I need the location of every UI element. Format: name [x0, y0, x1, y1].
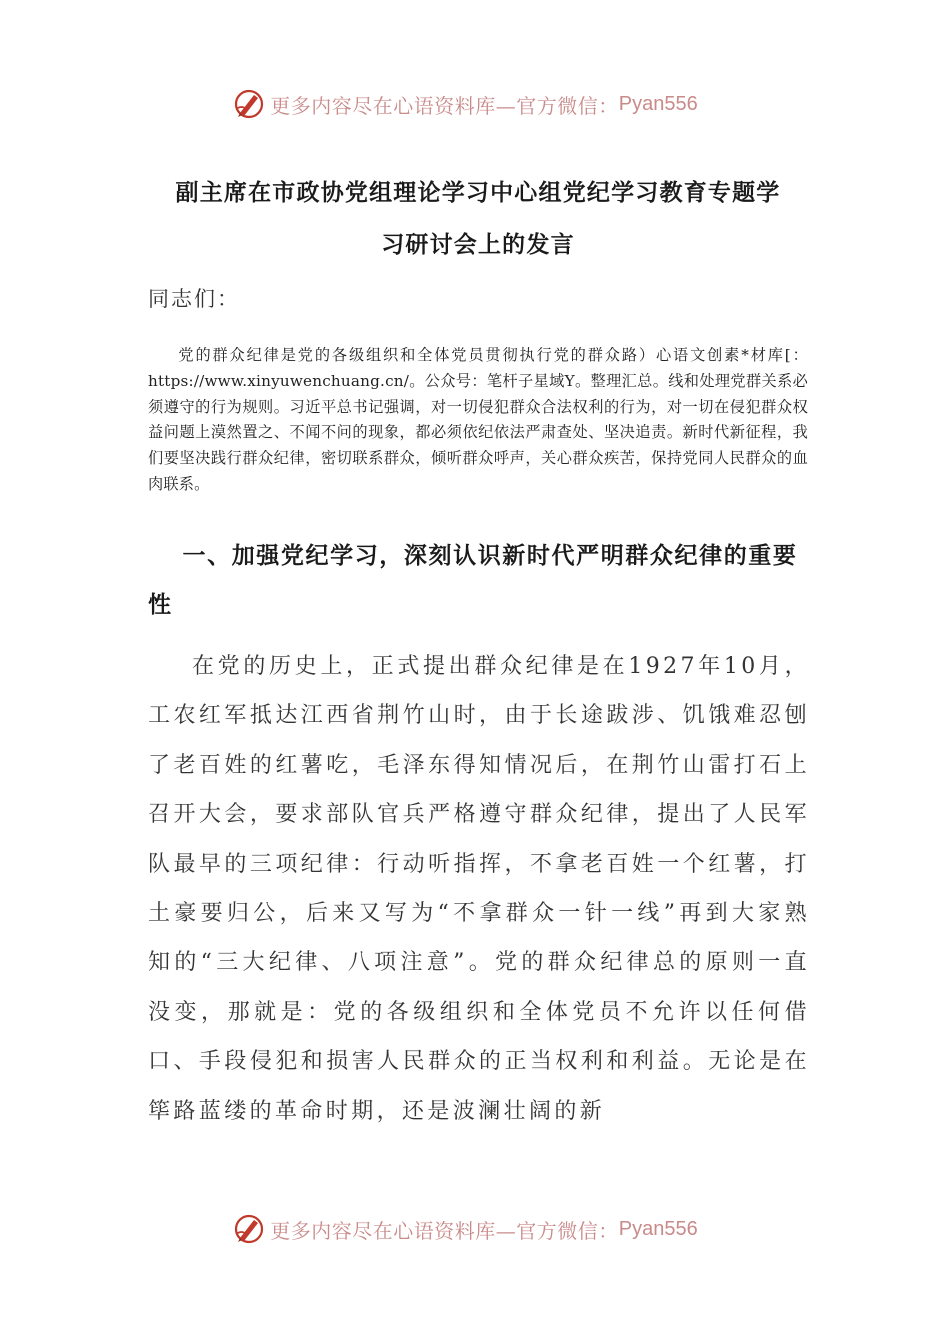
banner-wechat-id: Pyan556 [618, 92, 698, 115]
footer-banner [0, 1209, 950, 1249]
document-title-line-1: 副主席在市政协党组理论学习中心组党纪学习教育专题学 [175, 180, 781, 206]
intro-paragraph: 党的群众纪律是党的各级组织和全体党员贯彻执行党的群众路）心语文创素*材库[：https://www.xinyuwenchuang.cn/。公众号：笔杆子星域Y。整理汇总。线和处理党群关系必须遵守的行为规则。习近平总书记强调，对一切侵犯群众合法权利的行为，对一切在侵犯群众权益问题上漠然置之、不闻不问的现象，都必须依纪依法严肃查处、坚决追责。新时代新征程，我们要坚决践行群众纪律，密切联系群众，倾听群众呼声，关心群众疾苦，保持党同人民群众的血肉联系。 [148, 346, 808, 493]
footer-wechat-id: Pyan556 [618, 1217, 698, 1240]
banner-text: 更多内容尽在心语资料库—官方微信： [270, 93, 619, 118]
footer-text: 更多内容尽在心语资料库—官方微信： [270, 1218, 619, 1243]
document-title-line-2: 习研讨会上的发言 [381, 232, 575, 258]
pen-logo-icon [232, 1212, 266, 1246]
section-1-paragraph: 在党的历史上，正式提出群众纪律是在1927年10月，工农红军抵达江西省荆竹山时，由于长途跋涉、饥饿难忍刨了老百姓的红薯吃，毛泽东得知情况后，在荆竹山雷打石上召开大会，要求部队官兵严格遵守群众纪律，提出了人民军队最早的三项纪律：行动听指挥，不拿老百姓一个红薯，打土豪要归公，后来又写为“不拿群众一针一线”再到大家熟知的“三大纪律、八项注意”。党的群众纪律总的原则一直没变，那就是：党的各级组织和全体党员不允许以任何借口、手段侵犯和损害人民群众的正当权利和利益。无论是在筚路蓝缕的革命时期，还是波澜壮阔的新 [148, 654, 810, 1124]
pen-logo-icon [232, 87, 266, 121]
header-banner [0, 84, 950, 124]
section-1-heading: 一、加强党纪学习，深刻认识新时代严明群众纪律的重要性 [148, 543, 798, 618]
greeting: 同志们： [148, 287, 240, 311]
